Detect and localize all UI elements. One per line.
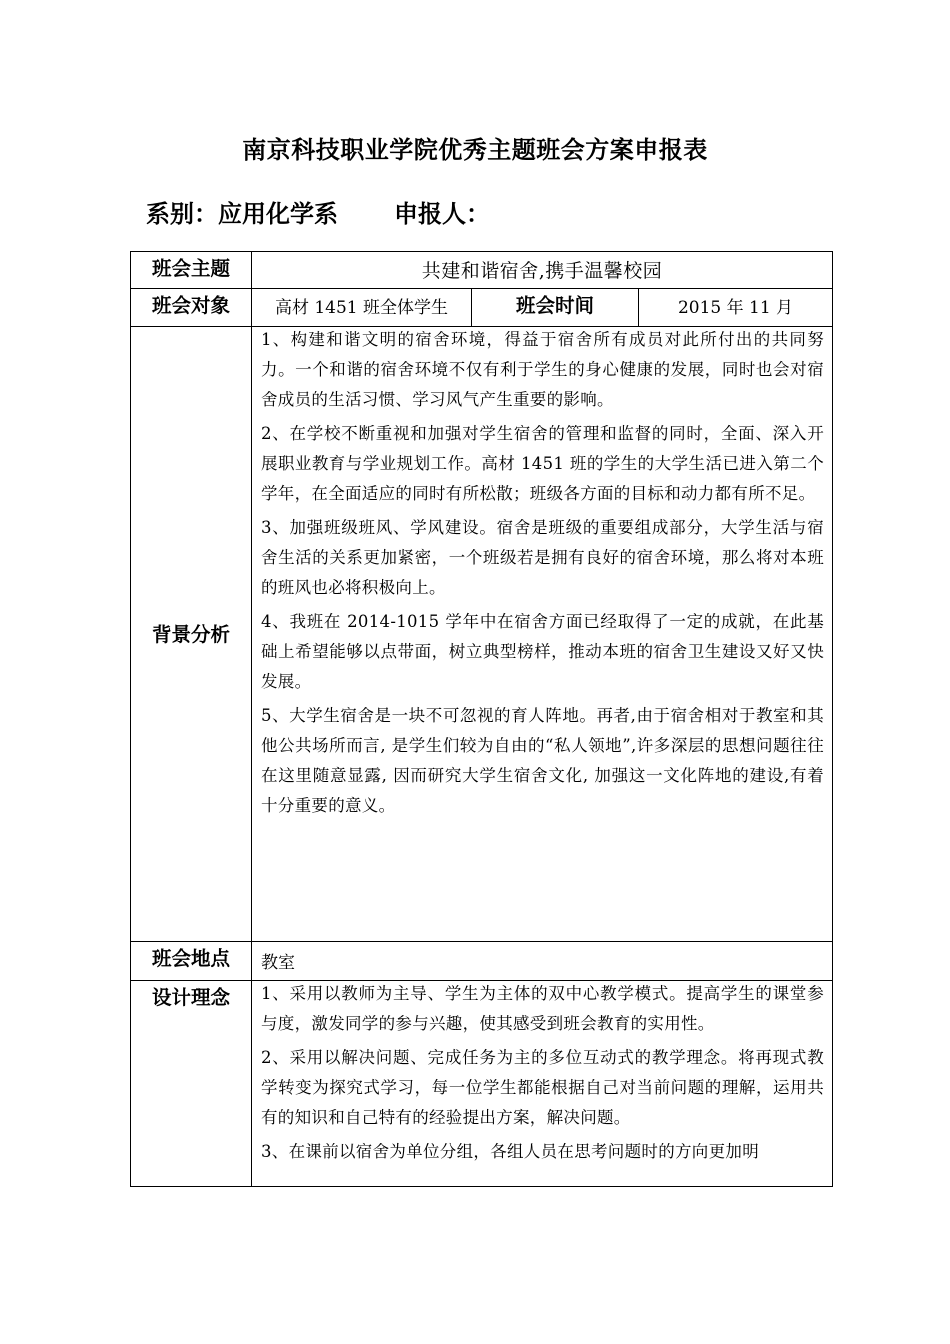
location-label: 班会地点 [131,942,252,981]
background-label: 背景分析 [131,327,252,942]
design-label: 设计理念 [131,981,252,1187]
theme-row [131,252,833,289]
background-content [252,327,833,942]
background-paragraph: 1、构建和谐文明的宿舍环境，得益于宿舍所有成员对此所付出的共同努力。一个和谐的宿舍环境不仅有利于学生的身心健康的发展，同时也会对宿舍成员的生活习惯、学习风气产生重要的影响。 [261,330,824,409]
design-content [252,981,833,1187]
background-paragraph: 5、大学生宿舍是一块不可忽视的育人阵地。再者,由于宿舍相对于教室和其他公共场所而言, 是学生们较为自由的“私人领地”,许多深层的思想问题往往在这里随意显露, 因而研究大学生宿舍文化, 加强这一文化阵地的建设,有着十分重要的意义。 [261,706,824,815]
location-value: 教室 [252,942,833,981]
design-row [131,981,833,1187]
location-row [131,942,833,981]
target-label: 班会对象 [131,289,252,327]
page-title: 南京科技职业学院优秀主题班会方案申报表 [242,136,708,164]
background-paragraph: 3、加强班级班风、学风建设。宿舍是班级的重要组成部分，大学生活与宿舍生活的关系更加紧密，一个班级若是拥有良好的宿舍环境，那么将对本班的班风也必将积极向上。 [261,518,824,597]
background-paragraph: 2、在学校不断重视和加强对学生宿舍的管理和监督的同时，全面、深入开展职业教育与学业规划工作。高材 1451 班的学生的大学生活已进入第二个学年，在全面适应的同时有所松散；班级各方面的目标和动力都有所不足。 [261,424,824,503]
form-meta [146,196,490,232]
applicant-field: 申报人： [394,200,490,228]
theme-label: 班会主题 [131,252,252,289]
application-form-table [130,251,833,1187]
target-value: 高材 1451 班全体学生 [252,289,472,327]
design-paragraph: 1、采用以教师为主导、学生为主体的双中心教学模式。提高学生的课堂参与度，激发同学的参与兴趣，使其感受到班会教育的实用性。 [261,984,824,1033]
time-label: 班会时间 [472,289,639,327]
theme-value: 共建和谐宿舍,携手温馨校园 [252,252,833,289]
background-paragraph: 4、我班在 2014-1015 学年中在宿舍方面已经取得了一定的成就，在此基础上希望能够以点带面，树立典型榜样，推动本班的宿舍卫生建设又好又快发展。 [261,612,824,691]
background-row [131,327,833,942]
design-paragraph: 2、采用以解决问题、完成任务为主的多位互动式的教学理念。将再现式教学转变为探究式学习，每一位学生都能根据自己对当前问题的理解，运用共有的知识和自己特有的经验提出方案，解决问题。 [261,1048,824,1127]
department-field: 系别：应用化学系 [146,200,338,228]
design-paragraph: 3、在课前以宿舍为单位分组，各组人员在思考问题时的方向更加明 [261,1142,759,1161]
target-row [131,289,833,327]
time-value: 2015 年 11 月 [639,289,833,327]
